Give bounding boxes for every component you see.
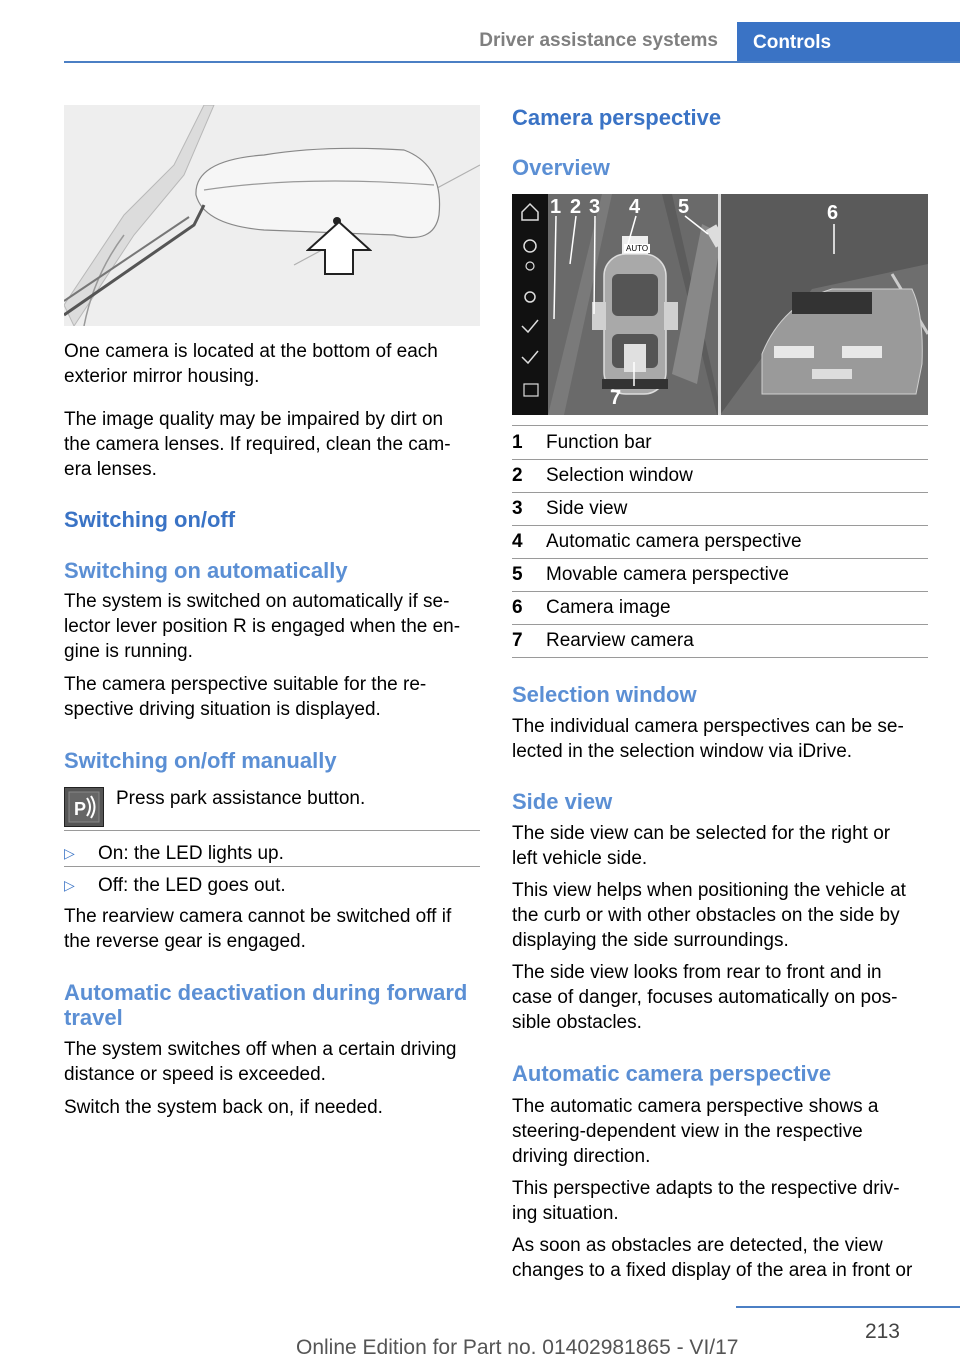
footer-edition: Online Edition for Part no. 01402981865 - VI/17 [296, 1336, 739, 1359]
callout-label: 4 [629, 196, 641, 218]
callout-label: 1 [550, 196, 562, 218]
auto-switch-on-text: The system is switched on automatically if se‐ lector lever position R is engaged when the en‐ gine is running. [64, 591, 461, 662]
heading-automatic-camera-perspective: Automatic camera perspective [512, 1061, 832, 1086]
rearview-note-text: The rearview camera cannot be switched off if the reverse gear is engaged. [64, 906, 452, 952]
callout-label: 7 [610, 387, 622, 409]
callout-label: 5 [678, 196, 690, 218]
heading-switching-on-automatically: Switching on automatically [64, 558, 348, 583]
triangle-bullet-icon: ▷ [64, 877, 75, 893]
header-section-title: Driver assistance systems [479, 30, 718, 51]
park-assist-button-icon [64, 787, 104, 827]
callout-label: 3 [589, 196, 601, 218]
auto-perspective-text-2: This perspective adapts to the respective driv‐ ing situation. [512, 1178, 900, 1224]
deactivation-text: The system switches off when a certain driving distance or speed is exceeded. [64, 1039, 457, 1085]
heading-overview: Overview [512, 155, 610, 180]
legend-row: 4 Automatic camera perspective [512, 526, 928, 559]
camera-overview-image [512, 194, 928, 415]
mirror-camera-illustration [64, 105, 480, 326]
legend-row: 5 Movable camera perspective [512, 559, 928, 592]
legend-row: 6 Camera image [512, 592, 928, 625]
triangle-bullet-icon: ▷ [64, 845, 75, 861]
switch-back-text: Switch the system back on, if needed. [64, 1097, 383, 1118]
heading-switching-on-off: Switching on/off [64, 507, 236, 532]
footer-rule [736, 1306, 960, 1308]
auto-perspective-text-3: As soon as obstacles are detected, the view changes to a fixed display of the area in front or [512, 1235, 913, 1281]
header-rule [64, 61, 960, 63]
perspective-display-text: The camera perspective suitable for the re‐ spective driving situation is displayed. [64, 674, 427, 720]
legend-list [512, 427, 928, 658]
heading-automatic-deactivation: Automatic deactivation during forward travel [64, 980, 468, 1030]
side-view-text-2: This view helps when positioning the vehicle at the curb or with other obstacles on the side by displaying the side surroundings. [512, 880, 906, 951]
heading-camera-perspective: Camera perspective [512, 105, 722, 130]
press-button-text: Press park assistance button. [116, 788, 366, 809]
divider [512, 425, 928, 426]
selection-window-text: The individual camera perspectives can be se‐ lected in the selection window via iDrive. [512, 716, 904, 762]
image-quality-text: The image quality may be impaired by dirt on the camera lenses. If required, clean the cam‐ era lenses. [64, 409, 451, 480]
callout-label: 2 [570, 196, 582, 218]
auto-label: AUTO [626, 244, 649, 253]
svg-text:P: P [74, 799, 87, 819]
legend-row: 1 Function bar [512, 427, 928, 460]
legend-row: 2 Selection window [512, 460, 928, 493]
side-view-text-1: The side view can be selected for the right or left vehicle side. [512, 823, 891, 869]
heading-switching-manually: Switching on/off manually [64, 748, 337, 773]
callout-label: 6 [827, 202, 839, 224]
heading-side-view: Side view [512, 789, 613, 814]
side-view-text-3: The side view looks from rear to front and in case of danger, focuses automatically on pos‐ sible obstacles. [512, 962, 898, 1033]
divider [64, 830, 480, 831]
page-number: 213 [864, 1320, 900, 1343]
legend-row: 7 Rearview camera [512, 625, 928, 658]
heading-selection-window: Selection window [512, 682, 697, 707]
legend-row: 3 Side view [512, 493, 928, 526]
divider [64, 866, 480, 867]
auto-perspective-text-1: The automatic camera perspective shows a steering-dependent view in the respective driving direction. [512, 1096, 879, 1167]
camera-location-text: One camera is located at the bottom of each exterior mirror housing. [64, 341, 438, 387]
header-chapter-tab: Controls [737, 22, 960, 61]
up-arrow-icon [306, 220, 372, 276]
